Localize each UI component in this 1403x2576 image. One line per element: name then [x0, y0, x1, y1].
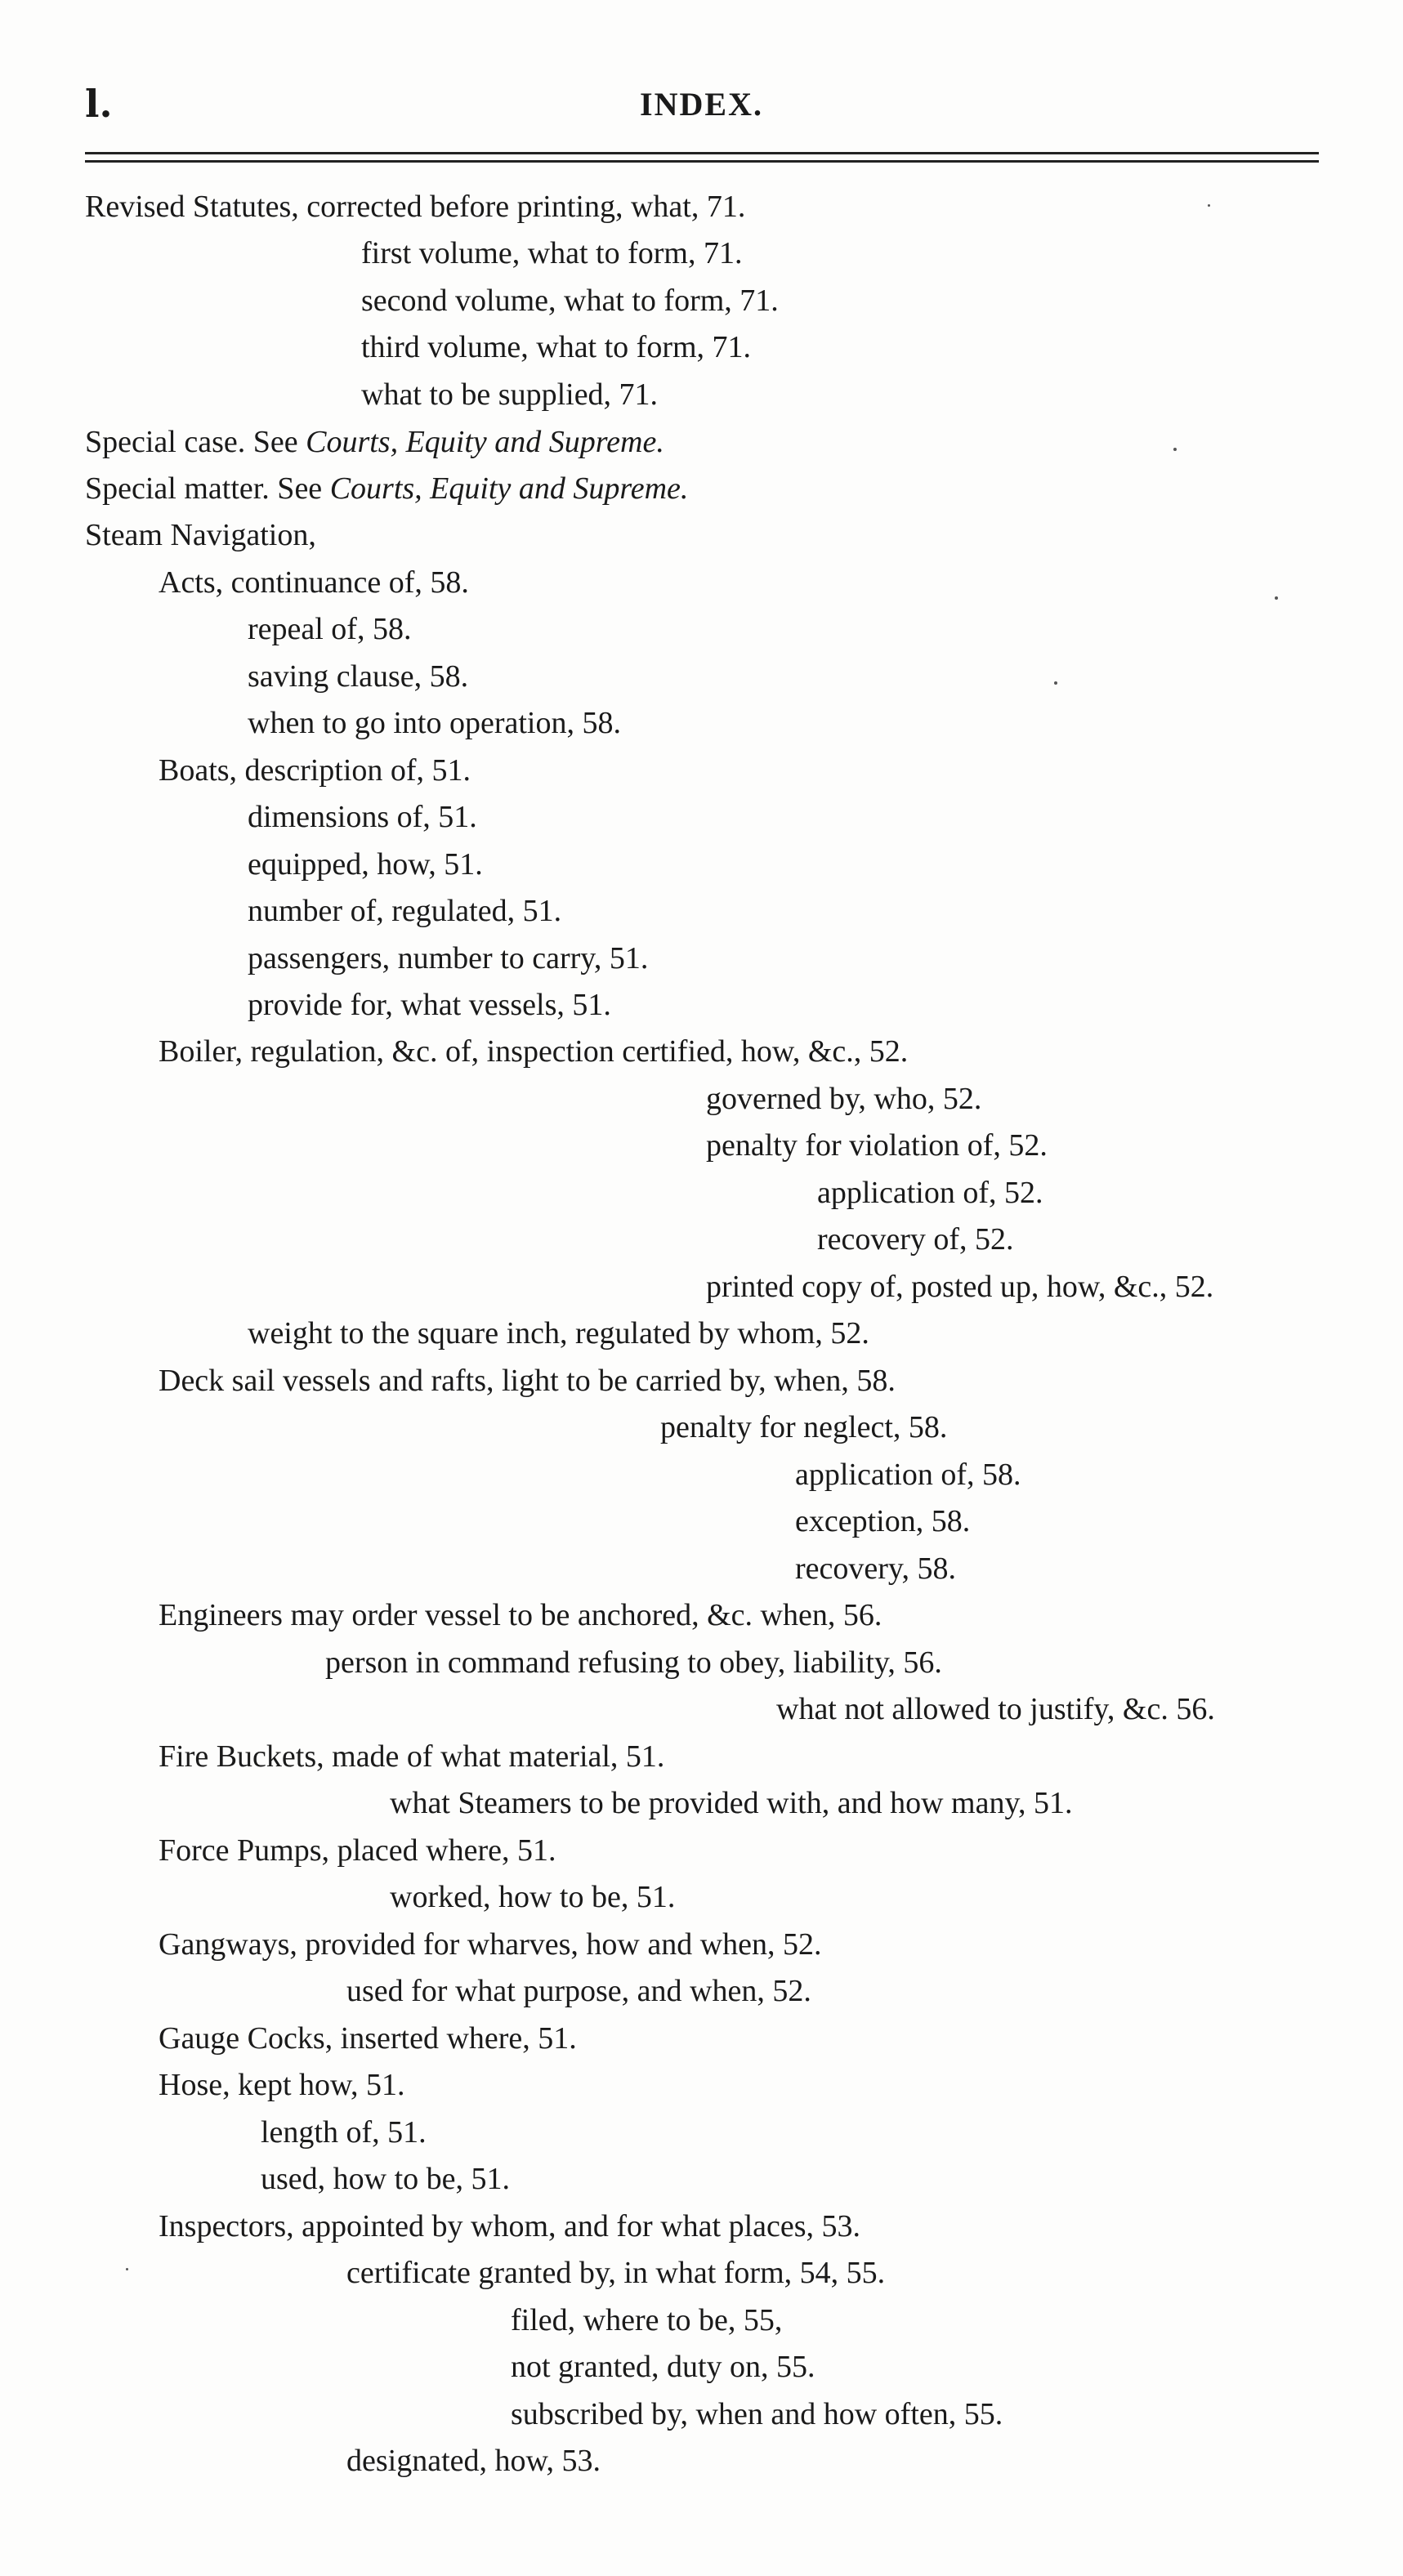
- index-subentry: Force Pumps, placed where, 51.: [159, 1833, 556, 1868]
- index-subentry: equipped, how, 51.: [248, 847, 483, 882]
- index-subentry: application of, 52.: [817, 1176, 1043, 1210]
- index-subentry: second volume, what to form, 71.: [361, 283, 779, 318]
- index-subentry: used, how to be, 51.: [261, 2162, 511, 2196]
- index-subentry: worked, how to be, 51.: [390, 1880, 676, 1914]
- index-entry: Steam Navigation,: [85, 518, 316, 552]
- index-subentry: what not allowed to justify, &c. 56.: [776, 1692, 1215, 1726]
- index-subentry: not granted, duty on, 55.: [511, 2350, 815, 2384]
- print-speck: [1173, 448, 1177, 451]
- index-entry: Revised Statutes, corrected before printing, what, 71.: [85, 190, 746, 224]
- index-subentry: Engineers may order vessel to be anchored, &c. when, 56.: [159, 1598, 882, 1632]
- index-subentry: certificate granted by, in what form, 54, 55.: [346, 2256, 886, 2290]
- print-speck: [126, 2268, 128, 2270]
- index-subentry: Gangways, provided for wharves, how and when, 52.: [159, 1927, 822, 1962]
- header-rule-top: [85, 152, 1319, 154]
- index-subentry: penalty for neglect, 58.: [660, 1410, 948, 1444]
- index-entry-cross-ref: [85, 473, 688, 504]
- index-subentry: Boats, description of, 51.: [159, 753, 471, 788]
- cross-reference: Courts, Equity and Supreme.: [306, 425, 664, 459]
- header-rule-bottom: [85, 160, 1319, 163]
- index-subentry: printed copy of, posted up, how, &c., 52.: [706, 1270, 1214, 1304]
- index-subentry: exception, 58.: [795, 1504, 971, 1538]
- entry-text: Special matter. See: [85, 471, 330, 506]
- print-speck: [1208, 204, 1210, 207]
- index-subentry: penalty for violation of, 52.: [706, 1128, 1048, 1163]
- index-subentry: application of, 58.: [795, 1458, 1021, 1492]
- index-subentry: Boiler, regulation, &c. of, inspection certified, how, &c., 52.: [159, 1034, 909, 1069]
- index-subentry: Deck sail vessels and rafts, light to be carried by, when, 58.: [159, 1364, 896, 1398]
- entry-text: Special case. See: [85, 425, 306, 459]
- index-subentry: number of, regulated, 51.: [248, 894, 562, 928]
- index-subentry: provide for, what vessels, 51.: [248, 988, 611, 1022]
- index-subentry: what to be supplied, 71.: [361, 377, 659, 412]
- cross-reference: Courts, Equity and Supreme.: [329, 471, 689, 506]
- index-subentry: weight to the square inch, regulated by whom, 52.: [248, 1316, 869, 1351]
- index-subentry: governed by, who, 52.: [706, 1082, 982, 1116]
- index-subentry: first volume, what to form, 71.: [361, 236, 743, 270]
- index-subentry: length of, 51.: [261, 2115, 427, 2150]
- index-subentry: Acts, continuance of, 58.: [159, 565, 469, 600]
- index-subentry: saving clause, 58.: [248, 659, 469, 694]
- index-subentry: third volume, what to form, 71.: [361, 330, 752, 364]
- index-subentry: subscribed by, when and how often, 55.: [511, 2397, 1003, 2431]
- index-subentry: used for what purpose, and when, 52.: [346, 1974, 811, 2008]
- index-subentry: when to go into operation, 58.: [248, 706, 621, 740]
- running-head: INDEX.: [640, 86, 763, 123]
- index-entry-cross-ref: [85, 426, 664, 458]
- page-number: l.: [85, 82, 113, 126]
- index-subentry: repeal of, 58.: [248, 612, 412, 646]
- index-subentry: recovery of, 52.: [817, 1222, 1014, 1257]
- index-subentry: dimensions of, 51.: [248, 800, 477, 834]
- index-subentry: Inspectors, appointed by whom, and for what places, 53.: [159, 2209, 861, 2243]
- index-subentry: Fire Buckets, made of what material, 51.: [159, 1739, 665, 1774]
- index-subentry: person in command refusing to obey, liability, 56.: [325, 1645, 942, 1680]
- index-subentry: filed, where to be, 55,: [511, 2303, 783, 2337]
- index-subentry: passengers, number to carry, 51.: [248, 941, 649, 975]
- index-subentry: Hose, kept how, 51.: [159, 2068, 405, 2102]
- print-speck: [1054, 681, 1057, 685]
- index-subentry: designated, how, 53.: [346, 2444, 601, 2478]
- index-subentry: recovery, 58.: [795, 1551, 956, 1586]
- index-subentry: Gauge Cocks, inserted where, 51.: [159, 2021, 577, 2056]
- print-speck: [1275, 596, 1278, 600]
- index-subentry: what Steamers to be provided with, and how many, 51.: [390, 1786, 1073, 1820]
